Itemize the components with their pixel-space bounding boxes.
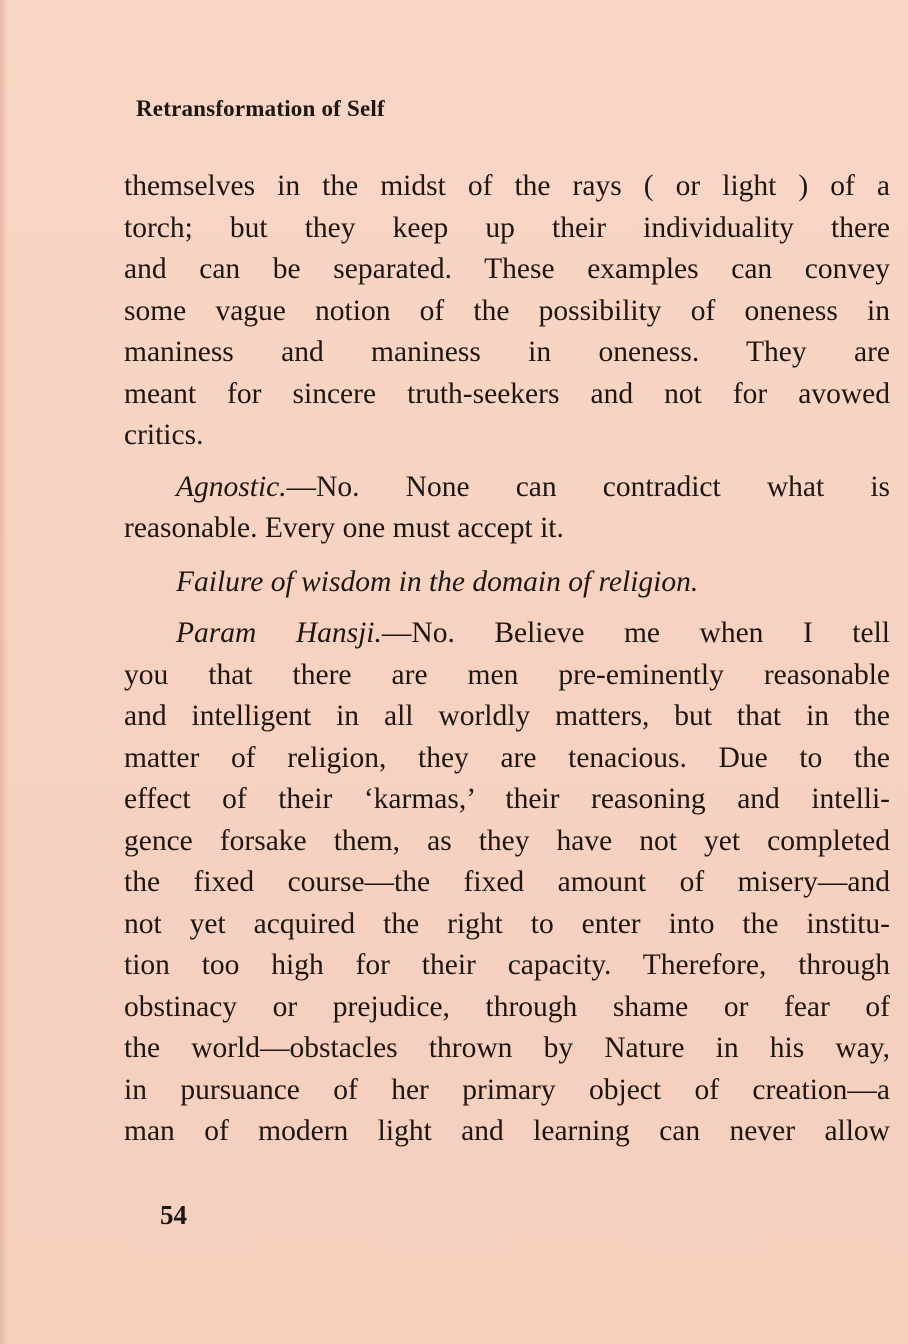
section-heading: Failure of wisdom in the domain of religion. — [176, 565, 699, 598]
text-line: and can be separated. These examples can convey — [124, 253, 890, 285]
text-line: not yet acquired the right to enter into the institu- — [124, 907, 890, 940]
text-line: effect of their ‘karmas,’ their reasoning and intelli- — [124, 783, 890, 815]
dialogue-line — [124, 613, 890, 655]
paragraph-3 — [124, 613, 890, 1153]
text-line: some vague notion of the possibility of oneness in — [124, 294, 890, 327]
text-line: reasonable. Every one must accept it. — [124, 512, 564, 544]
text-line: gence forsake them, as they have not yet completed — [124, 824, 890, 857]
body-text — [124, 166, 890, 1153]
speaker-name: Agnostic. — [176, 470, 287, 503]
dialogue-text: —No. None can contradict what is — [286, 470, 890, 503]
text-line: the world—obstacles thrown by Nature in his way, — [124, 1032, 890, 1064]
text-line: maniness and maniness in oneness. They are — [124, 336, 890, 368]
dialogue-text: —No. Believe me when I tell — [381, 617, 890, 649]
page-gutter-shadow — [0, 0, 8, 1344]
paragraph-1 — [124, 166, 890, 457]
text-line: critics. — [124, 419, 204, 451]
text-line: the fixed course—the fixed amount of misery—and — [124, 866, 890, 898]
running-head: Retransformation of Self — [136, 96, 385, 121]
text-line: you that there are men pre-eminently reasonable — [124, 658, 890, 691]
text-line: man of modern light and learning can never allow — [124, 1115, 890, 1147]
text-line: matter of religion, they are tenacious. Due to the — [124, 741, 890, 774]
text-line: themselves in the midst of the rays ( or light ) of a — [124, 170, 890, 202]
text-line: obstinacy or prejudice, through shame or fear of — [124, 990, 890, 1023]
dialogue-line — [124, 467, 890, 509]
text-line: in pursuance of her primary object of creation—a — [124, 1073, 890, 1106]
speaker-name: Param Hansji. — [176, 617, 382, 649]
text-line: and intelligent in all worldly matters, but that in the — [124, 700, 890, 732]
text-line: meant for sincere truth-seekers and not for avowed — [124, 377, 890, 410]
page-number: 54 — [160, 1200, 187, 1230]
paragraph-2 — [124, 467, 890, 550]
text-line: tion too high for their capacity. Therefore, through — [124, 949, 890, 981]
text-line: torch; but they keep up their individuality there — [124, 211, 890, 244]
